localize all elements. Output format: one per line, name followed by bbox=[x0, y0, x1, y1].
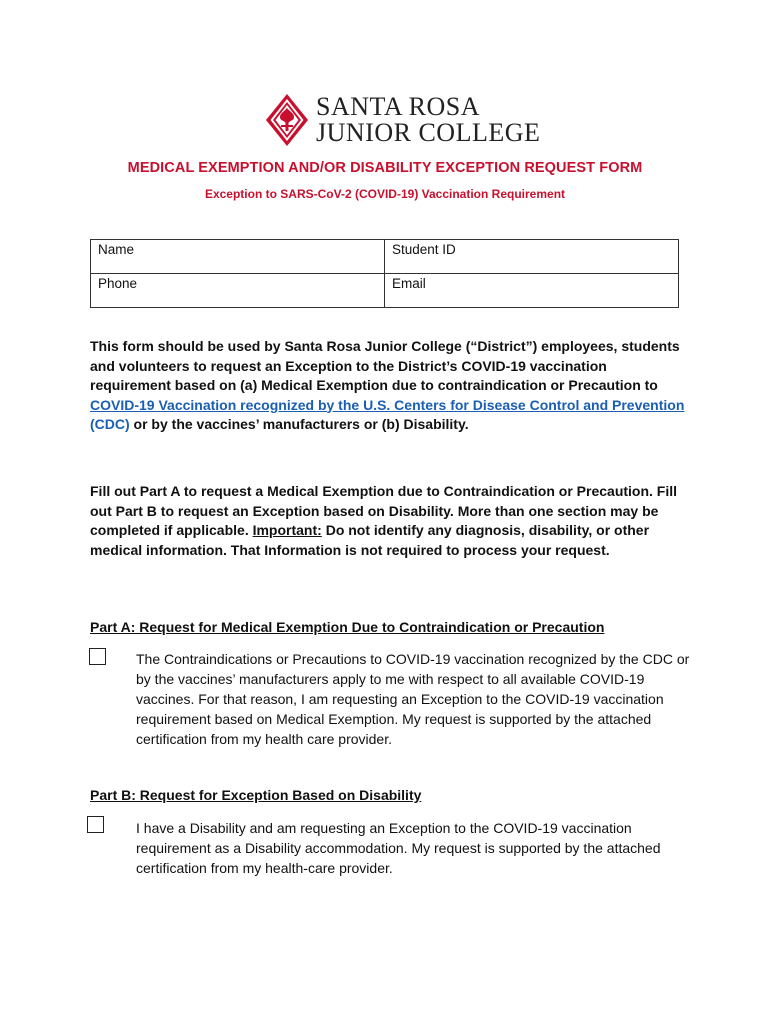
part-a-checkbox[interactable] bbox=[89, 648, 106, 665]
intro-text-1: This form should be used by Santa Rosa Junior College (“District”) employees, students and volunteers to request an Exception to the District’s COVID-19 vaccination requirement based on (a) Medical Exemption due to contraindication or Precaution to bbox=[90, 338, 680, 393]
logo-line-1: SANTA ROSA bbox=[316, 92, 481, 121]
part-a-heading: Part A: Request for Medical Exemption Due to Contraindication or Precaution bbox=[90, 619, 605, 635]
college-logo bbox=[264, 92, 541, 148]
logo-line-2: JUNIOR COLLEGE bbox=[316, 118, 541, 147]
email-field[interactable] bbox=[385, 274, 679, 308]
name-label: Name bbox=[98, 242, 135, 257]
seal-icon bbox=[264, 93, 310, 147]
student-id-field[interactable] bbox=[385, 240, 679, 274]
part-b-text: I have a Disability and am requesting an Exception to the COVID-19 vaccination requirement as a Disability accommodation. My request is supported by the attached certification from my health-care provider. bbox=[136, 820, 661, 876]
instructions-text-2: Do not identify any diagnosis, disability, or other medical information. That Information is not required to process your request. bbox=[90, 522, 650, 558]
form-subtitle: Exception to SARS-CoV-2 (COVID-19) Vaccination Requirement bbox=[204, 187, 566, 201]
part-b-checkbox[interactable] bbox=[87, 816, 104, 833]
intro-text-2: or by the vaccines’ manufacturers or (b) Disability. bbox=[129, 416, 469, 432]
logo-wordmark bbox=[316, 94, 540, 146]
important-label: Important: bbox=[252, 522, 322, 538]
instructions-paragraph bbox=[90, 482, 690, 560]
info-table bbox=[90, 239, 679, 308]
phone-label: Phone bbox=[98, 276, 138, 291]
phone-field[interactable] bbox=[91, 274, 385, 308]
form-title: MEDICAL EXEMPTION AND/OR DISABILITY EXCEPTION REQUEST FORM bbox=[127, 160, 643, 176]
table-row bbox=[91, 274, 679, 308]
part-b-heading: Part B: Request for Exception Based on Disability bbox=[90, 787, 422, 803]
instructions-text-1: Fill out Part A to request a Medical Exemption due to Contraindication or Precaution. Fill out Part B to request an Exception based on Disability. More than one section may be completed if applicable. bbox=[90, 483, 678, 538]
cdc-abbrev: (CDC) bbox=[90, 416, 130, 432]
cdc-link[interactable]: COVID-19 Vaccination recognized by the U.S. Centers for Disease Control and Prevention bbox=[90, 396, 685, 413]
part-a-text: The Contraindications or Precautions to COVID-19 vaccination recognized by the CDC or by the vaccines’ manufacturers apply to me with respect to all available COVID-19 vaccines. For that reason, I am requesting an Exception to the COVID-19 vaccination requirement based on Medical Exemption. My request is supported by the attached certification from my health care provider. bbox=[136, 651, 690, 747]
email-label: Email bbox=[392, 276, 426, 291]
student-id-label: Student ID bbox=[392, 242, 456, 257]
table-row bbox=[91, 240, 679, 274]
name-field[interactable] bbox=[91, 240, 385, 274]
intro-paragraph bbox=[90, 337, 690, 435]
